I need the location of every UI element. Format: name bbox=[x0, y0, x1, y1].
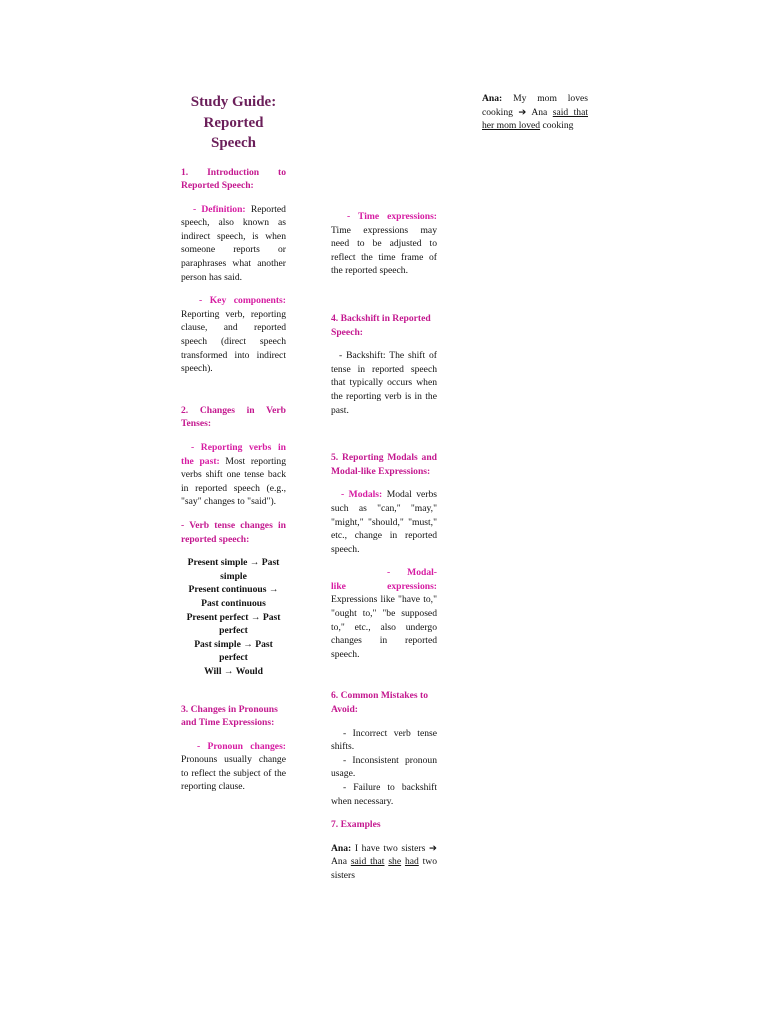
key-components-label: - Key components: bbox=[199, 295, 286, 307]
pronoun-changes-text: Pronouns usually change to reflect the subject of the reporting clause. bbox=[181, 754, 286, 793]
example-1-subject: Ana bbox=[331, 856, 347, 868]
column-2 bbox=[331, 210, 437, 883]
tense-change-item: Present continuous → Past continuous bbox=[188, 584, 279, 609]
example-1-object: two sisters bbox=[331, 856, 438, 881]
modals-label: - Modals: bbox=[341, 489, 383, 501]
modal-like-label: - Modal-like expressions: bbox=[331, 567, 437, 592]
section-3-heading: 3. Changes in Pronouns and Time Expressions: bbox=[181, 703, 278, 729]
key-components-text: Reporting verb, reporting clause, and reported speech (direct speech transformed into indirect speech). bbox=[181, 308, 286, 375]
example-1-verb: had bbox=[404, 856, 419, 868]
example-2 bbox=[482, 92, 588, 133]
arrow-icon: ➔ bbox=[518, 106, 527, 118]
modals-text: Modal verbs such as "can," "may," "might," "should," "must," etc., change in reported speech. bbox=[331, 489, 437, 555]
section-5-heading: 5. Reporting Modals and Modal-like Expressions: bbox=[331, 452, 437, 477]
mistake-item: - Inconsistent pronoun usage. bbox=[331, 754, 437, 780]
example-2-object: cooking bbox=[542, 120, 574, 132]
reporting-verbs-label: - Reporting verbs in the past: bbox=[181, 442, 286, 467]
modal-like-text: Expressions like "have to," "ought to," "be supposed to," etc., also undergo changes in reported speech. bbox=[331, 594, 437, 660]
definition-paragraph bbox=[181, 203, 286, 285]
modals-paragraph bbox=[331, 488, 437, 556]
mistake-item: - Failure to backshift when necessary. bbox=[331, 782, 437, 807]
time-expressions-paragraph bbox=[331, 210, 437, 278]
pronoun-changes-label: - Pronoun changes: bbox=[197, 740, 286, 752]
tense-changes-list bbox=[181, 556, 286, 678]
example-1-said-that: said that bbox=[350, 856, 385, 868]
example-2-speaker: Ana: bbox=[482, 93, 503, 104]
reporting-verbs-paragraph bbox=[181, 441, 286, 509]
pronoun-changes-paragraph bbox=[181, 740, 286, 794]
example-1 bbox=[331, 842, 437, 883]
key-components-paragraph bbox=[181, 294, 286, 376]
example-1-speaker: Ana: bbox=[331, 842, 352, 854]
example-2-quote: My mom loves cooking bbox=[482, 93, 588, 118]
example-2-subject: Ana bbox=[531, 106, 548, 118]
tense-changes-label: - Verb tense changes in reported speech: bbox=[181, 519, 286, 545]
column-1 bbox=[181, 92, 286, 794]
section-4-heading: 4. Backshift in Reported Speech: bbox=[331, 312, 431, 338]
time-expressions-label: - Time expressions: bbox=[347, 211, 437, 222]
mistake-item: - Incorrect verb tense shifts. bbox=[331, 727, 437, 753]
definition-label: - Definition: bbox=[193, 203, 246, 215]
page-title: Study Guide: Reported Speech bbox=[190, 94, 277, 151]
section-2-heading: 2. Changes in Verb Tenses: bbox=[181, 404, 286, 430]
tense-change-item: Will → Would bbox=[204, 665, 263, 677]
tense-change-item: Past simple → Past perfect bbox=[194, 638, 273, 664]
section-6-heading: 6. Common Mistakes to Avoid: bbox=[331, 690, 428, 716]
example-1-quote: I have two sisters bbox=[354, 842, 426, 854]
arrow-icon: ➔ bbox=[428, 842, 437, 854]
example-1-pronoun: she bbox=[388, 856, 402, 868]
modal-like-paragraph bbox=[331, 566, 437, 661]
column-3 bbox=[482, 92, 588, 133]
section-1-heading: 1. Introduction to Reported Speech: bbox=[181, 166, 286, 192]
time-expressions-text: Time expressions may need to be adjusted to reflect the time frame of the reported speech. bbox=[331, 224, 437, 277]
reporting-verbs-text: Most reporting verbs shift one tense back in reported speech (e.g., "say" changes to "said"). bbox=[181, 455, 286, 508]
definition-text: Reported speech, also known as indirect speech, is when someone reports or paraphrases what another person has said. bbox=[181, 203, 286, 283]
tense-change-item: Present perfect → Past perfect bbox=[186, 611, 281, 637]
example-2-reported: said that her mom loved bbox=[482, 106, 589, 132]
section-7-heading: 7. Examples bbox=[331, 819, 381, 831]
mistakes-list bbox=[331, 727, 437, 809]
backshift-paragraph: - Backshift: The shift of tense in reported speech that typically occurs when the reporting verb is in the past. bbox=[331, 350, 437, 416]
tense-change-item: Present simple → Past simple bbox=[187, 557, 280, 582]
